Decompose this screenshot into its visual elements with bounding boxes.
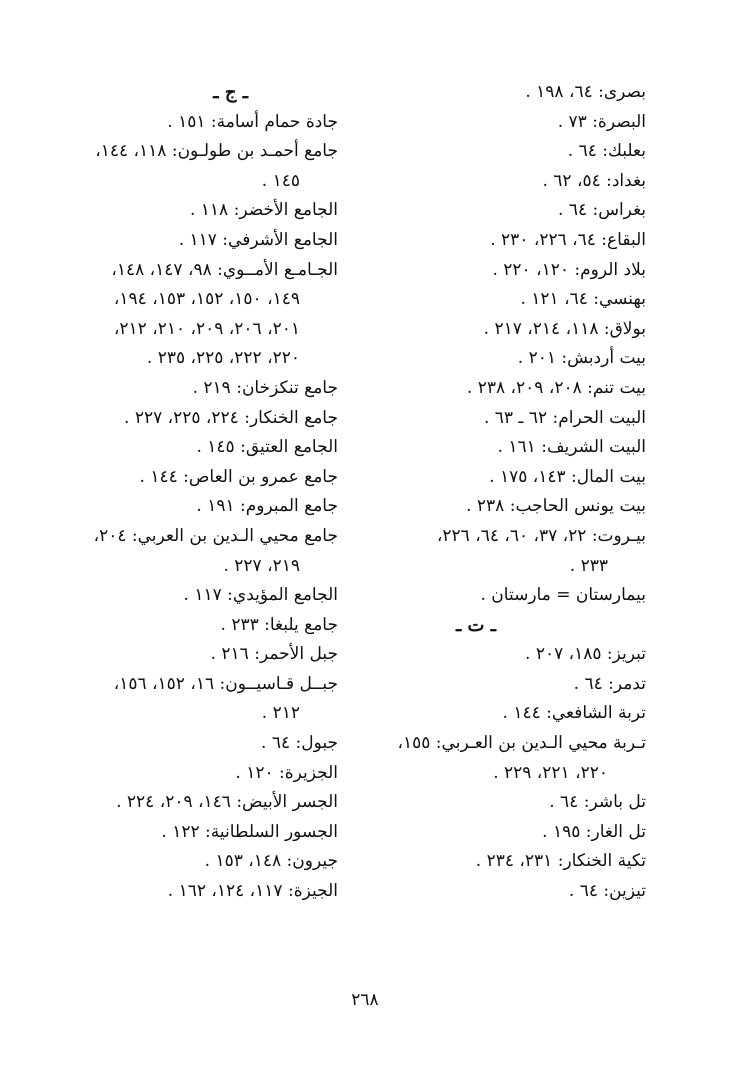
index-entry: بلاد الروم: ١٢٠، ٢٢٠ . [492, 259, 646, 280]
index-entry-continuation: ١٤٥ . [261, 170, 300, 191]
index-entry: الجيزة: ١١٧، ١٢٤، ١٦٢ . [167, 881, 338, 902]
index-entry: الجـامـع الأمــوي: ٩٨، ١٤٧، ١٤٨، [111, 259, 338, 280]
index-entry: البيت الحرام: ٦٢ ـ ٦٣ . [483, 407, 646, 428]
index-entry: البقاع: ٦٤، ٢٢٦، ٢٣٠ . [490, 229, 646, 250]
index-entry: بيت أردبش: ٢٠١ . [517, 348, 646, 369]
index-entry: بيمارستان = مارستان . [480, 585, 646, 606]
index-entry: بعلبك: ٦٤ . [567, 141, 646, 162]
index-entry: تل باشر: ٦٤ . [549, 792, 646, 813]
index-entry: جامع محيي الـدين بن العربي: ٢٠٤، [93, 525, 338, 546]
index-entry: الجامع الأخضر: ١١٨ . [189, 200, 338, 221]
index-entry: تكية الخنكار: ٢٣١، ٢٣٤ . [475, 851, 646, 872]
index-entry-continuation: ١٤٩، ١٥٠، ١٥٢، ١٥٣، ١٩٤، [113, 289, 300, 310]
index-entry: بصرى: ٦٤، ١٩٨ . [525, 82, 646, 102]
index-entry: الجامع العتيق: ١٤٥ . [196, 437, 338, 458]
index-entry: تل الغار: ١٩٥ . [542, 821, 646, 842]
index-entry: جامع الخنكار: ٢٢٤، ٢٢٥، ٢٢٧ . [124, 407, 338, 428]
index-entry: الجسور السلطانية: ١٢٢ . [161, 821, 338, 842]
index-entry: الجامع المؤيدي: ١١٧ . [183, 585, 338, 606]
index-entry: جامع عمرو بن العاص: ١٤٤ . [139, 466, 338, 487]
index-entry: الجامع الأشرفي: ١١٧ . [178, 229, 338, 250]
index-entry: تربة الشافعي: ١٤٤ . [502, 703, 646, 724]
index-entry: جبل الأحمر: ٢١٦ . [210, 644, 338, 665]
index-entry-continuation: ٢١٩، ٢٢٧ . [223, 555, 300, 576]
index-entry-continuation: ٢٣٣ . [569, 555, 608, 576]
index-column-right [366, 78, 646, 907]
index-entry-continuation: ٢٢٠، ٢٢١، ٢٢٩ . [493, 762, 608, 783]
index-entry: جامع يلبغا: ٢٣٣ . [220, 614, 338, 635]
page-number: ٢٦٨ [351, 990, 379, 1010]
index-entry: البصرة: ٧٣ . [557, 111, 646, 132]
index-entry: الجسر الأبيض: ١٤٦، ٢٠٩، ٢٢٤ . [116, 792, 338, 813]
index-entry: بيـروت: ٢٢، ٣٧، ٦٠، ٦٤، ٢٢٦، [436, 525, 646, 546]
index-entry: بيت يونس الحاجب: ٢٣٨ . [466, 496, 646, 517]
index-entry: جبــل قـاسيــون: ١٦، ١٥٢، ١٥٦، [113, 673, 338, 694]
index-entry: بولاق: ١١٨، ٢١٤، ٢١٧ . [483, 318, 646, 339]
index-entry: تبريز: ١٨٥، ٢٠٧ . [525, 644, 646, 665]
index-column-left [58, 78, 338, 907]
index-entry: جادة حمام أسامة: ١٥١ . [167, 111, 338, 132]
index-entry: تـربة محيي الـدين بن العـربي: ١٥٥، [397, 733, 646, 754]
index-entry: بهنسي: ٦٤، ١٢١ . [520, 289, 646, 310]
index-entry: جبول: ٦٤ . [261, 733, 338, 754]
index-entry: جامع المبروم: ١٩١ . [196, 496, 338, 517]
index-entry: جامع أحمـد بن طولـون: ١١٨، ١٤٤، [95, 141, 338, 162]
index-entry: بغداد: ٥٤، ٦٢ . [542, 170, 646, 191]
index-entry: الجزيرة: ١٢٠ . [235, 762, 338, 783]
index-entry: بيت تنم: ٢٠٨، ٢٠٩، ٢٣٨ . [466, 377, 646, 398]
index-entry: جيرون: ١٤٨، ١٥٣ . [204, 851, 338, 872]
section-heading: ـ ت ـ [455, 614, 496, 636]
index-entry: تيزين: ٦٤ . [568, 881, 646, 902]
index-entry-continuation: ٢١٢ . [261, 703, 300, 724]
index-entry-continuation: ٢٠١، ٢٠٦، ٢٠٩، ٢١٠، ٢١٢، [113, 318, 300, 339]
index-entry: البيت الشريف: ١٦١ . [497, 437, 646, 458]
section-heading: ـ ج ـ [213, 82, 248, 103]
index-entry: بغراس: ٦٤ . [558, 200, 646, 221]
index-entry: تدمر: ٦٤ . [573, 673, 646, 694]
index-entry-continuation: ٢٢٠، ٢٢٢، ٢٢٥، ٢٣٥ . [146, 348, 300, 369]
index-entry: جامع تنكزخان: ٢١٩ . [192, 377, 338, 398]
index-entry: بيت المال: ١٤٣، ١٧٥ . [489, 466, 646, 487]
